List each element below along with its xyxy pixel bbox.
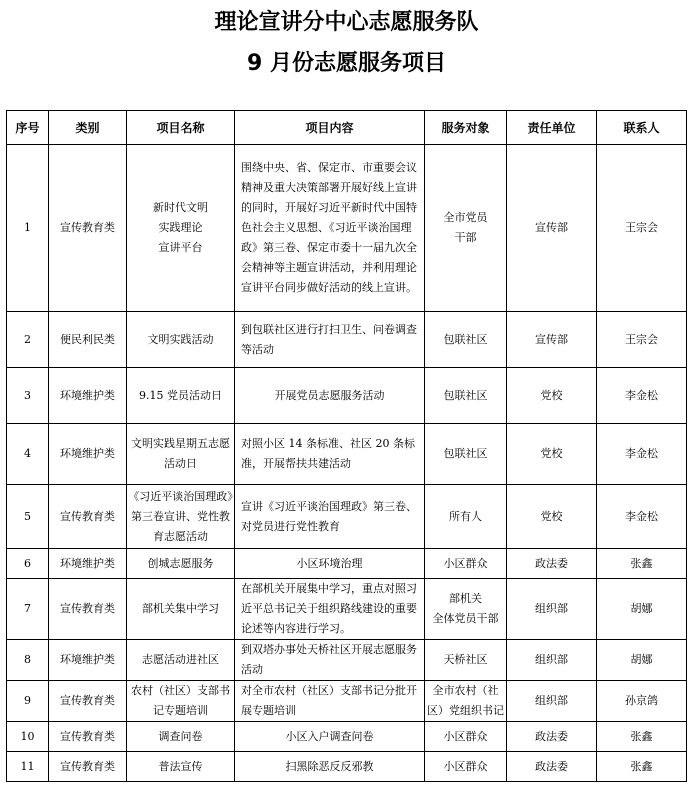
- cell-project-name: 《习近平谈治国理政》第三卷宣讲、党性教育志愿活动: [127, 485, 235, 549]
- table-row: [7, 549, 687, 579]
- cell-responsible-unit: 宣传部: [507, 145, 597, 312]
- cell-contact: 张鑫: [597, 722, 687, 752]
- header-responsible-unit: 责任单位: [507, 111, 597, 145]
- cell-project-name: 调查问卷: [127, 722, 235, 752]
- cell-service-target: 所有人: [425, 485, 507, 549]
- cell-no: 7: [7, 579, 49, 640]
- cell-service-target: 包联社区: [425, 368, 507, 424]
- cell-responsible-unit: 宣传部: [507, 312, 597, 368]
- cell-project-name: 9.15 党员活动日: [127, 368, 235, 424]
- cell-responsible-unit: 党校: [507, 485, 597, 549]
- header-category: 类别: [49, 111, 127, 145]
- table-row: [7, 312, 687, 368]
- cell-contact: 孙京鸽: [597, 681, 687, 722]
- cell-contact: 张鑫: [597, 549, 687, 579]
- table-header-row: [7, 111, 687, 145]
- table-row: [7, 722, 687, 752]
- cell-project-name: 文明实践活动: [127, 312, 235, 368]
- cell-project-content: 到双塔办事处天桥社区开展志愿服务活动: [235, 640, 425, 681]
- table-row: [7, 640, 687, 681]
- cell-project-content: 对照小区 14 条标准、社区 20 条标准，开展帮扶共建活动: [235, 424, 425, 485]
- cell-contact: 胡娜: [597, 579, 687, 640]
- cell-no: 4: [7, 424, 49, 485]
- cell-no: 3: [7, 368, 49, 424]
- cell-contact: 王宗会: [597, 312, 687, 368]
- cell-no: 2: [7, 312, 49, 368]
- cell-category: 宣传教育类: [49, 722, 127, 752]
- cell-no: 5: [7, 485, 49, 549]
- cell-service-target: 小区群众: [425, 549, 507, 579]
- cell-category: 宣传教育类: [49, 752, 127, 782]
- cell-service-target: 小区群众: [425, 722, 507, 752]
- cell-responsible-unit: 组织部: [507, 681, 597, 722]
- cell-contact: 李金松: [597, 485, 687, 549]
- cell-responsible-unit: 组织部: [507, 640, 597, 681]
- cell-project-content: 小区入户调查问卷: [235, 722, 425, 752]
- cell-service-target: 包联社区: [425, 424, 507, 485]
- table-row: [7, 752, 687, 782]
- header-service-target: 服务对象: [425, 111, 507, 145]
- cell-category: 宣传教育类: [49, 681, 127, 722]
- cell-category: 便民利民类: [49, 312, 127, 368]
- header-project-name: 项目名称: [127, 111, 235, 145]
- cell-service-target: 部机关 全体党员干部: [425, 579, 507, 640]
- cell-no: 8: [7, 640, 49, 681]
- cell-service-target: 小区群众: [425, 752, 507, 782]
- table-row: [7, 424, 687, 485]
- document-subtitle: 9 月份志愿服务项目: [247, 51, 446, 76]
- cell-project-content: 到包联社区进行打扫卫生、问卷调查等活动: [235, 312, 425, 368]
- cell-no: 9: [7, 681, 49, 722]
- cell-project-content: 扫黑除恶反反邪教: [235, 752, 425, 782]
- cell-project-name: 文明实践星期五志愿活动日: [127, 424, 235, 485]
- cell-no: 10: [7, 722, 49, 752]
- cell-contact: 王宗会: [597, 145, 687, 312]
- document-title: 理论宣讲分中心志愿服务队: [214, 10, 479, 35]
- cell-project-content: 对全市农村（社区）支部书记分批开展专题培训: [235, 681, 425, 722]
- project-table: [6, 110, 687, 782]
- cell-contact: 胡娜: [597, 640, 687, 681]
- cell-category: 环境维护类: [49, 549, 127, 579]
- cell-category: 宣传教育类: [49, 579, 127, 640]
- header-contact: 联系人: [597, 111, 687, 145]
- cell-category: 环境维护类: [49, 424, 127, 485]
- cell-no: 11: [7, 752, 49, 782]
- cell-responsible-unit: 政法委: [507, 722, 597, 752]
- header-project-content: 项目内容: [235, 111, 425, 145]
- cell-service-target: 包联社区: [425, 312, 507, 368]
- cell-project-content: 小区环境治理: [235, 549, 425, 579]
- table-row: [7, 485, 687, 549]
- cell-category: 宣传教育类: [49, 485, 127, 549]
- cell-contact: 李金松: [597, 368, 687, 424]
- table-row: [7, 145, 687, 312]
- table-row: [7, 579, 687, 640]
- cell-responsible-unit: 政法委: [507, 549, 597, 579]
- header-no: 序号: [7, 111, 49, 145]
- cell-contact: 李金松: [597, 424, 687, 485]
- cell-project-name: 部机关集中学习: [127, 579, 235, 640]
- cell-project-content: 开展党员志愿服务活动: [235, 368, 425, 424]
- cell-no: 1: [7, 145, 49, 312]
- cell-project-content: 宣讲《习近平谈治国理政》第三卷、对党员进行党性教育: [235, 485, 425, 549]
- cell-contact: 张鑫: [597, 752, 687, 782]
- cell-service-target: 全市农村（社区）党组织书记: [425, 681, 507, 722]
- cell-project-name: 新时代文明 实践理论 宣讲平台: [127, 145, 235, 312]
- cell-category: 环境维护类: [49, 368, 127, 424]
- cell-no: 6: [7, 549, 49, 579]
- cell-responsible-unit: 组织部: [507, 579, 597, 640]
- cell-project-name: 农村（社区）支部书记专题培训: [127, 681, 235, 722]
- cell-category: 环境维护类: [49, 640, 127, 681]
- cell-project-name: 志愿活动进社区: [127, 640, 235, 681]
- cell-project-name: 创城志愿服务: [127, 549, 235, 579]
- cell-project-content: 围绕中央、省、保定市、市重要会议精神及重大决策部署开展好线上宣讲的同时，开展好习近平新时代中国特色社会主义思想、《习近平谈治国理政》第三卷、保定市委十一届九次全会精神等主题宣讲活动，并利用理论宣讲平台同步做好活动的线上宣讲。: [235, 145, 425, 312]
- cell-category: 宣传教育类: [49, 145, 127, 312]
- cell-service-target: 天桥社区: [425, 640, 507, 681]
- cell-responsible-unit: 政法委: [507, 752, 597, 782]
- table-row: [7, 368, 687, 424]
- table-row: [7, 681, 687, 722]
- cell-responsible-unit: 党校: [507, 368, 597, 424]
- cell-responsible-unit: 党校: [507, 424, 597, 485]
- cell-service-target: 全市党员 干部: [425, 145, 507, 312]
- cell-project-content: 在部机关开展集中学习，重点对照习近平总书记关于组织路线建设的重要论述等内容进行学习。: [235, 579, 425, 640]
- cell-project-name: 普法宣传: [127, 752, 235, 782]
